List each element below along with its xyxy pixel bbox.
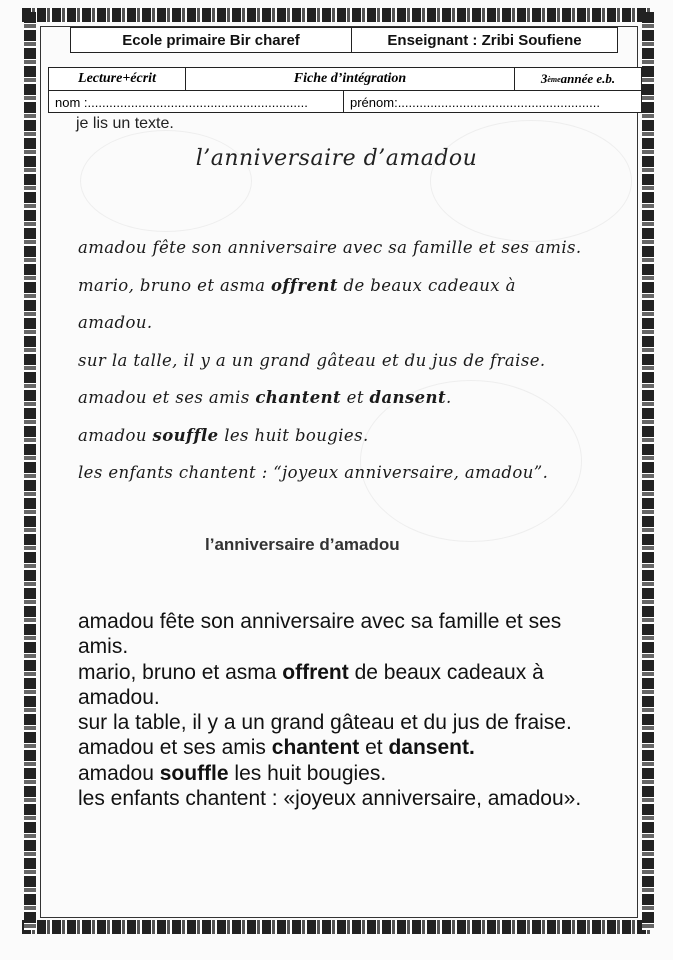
- text-span: de beaux cadeaux à: [337, 275, 516, 295]
- grade-label: 3 ème année e.b.: [540, 71, 616, 86]
- text-span: et: [341, 388, 370, 407]
- firstname-field[interactable]: prénom:........................................................: [350, 94, 600, 110]
- bold-word: dansent: [369, 388, 446, 407]
- sheet-info-table: [48, 67, 642, 113]
- decorative-border-bottom: [22, 920, 650, 934]
- text-span: amadou et ses amis: [78, 388, 256, 407]
- bold-word: offrent: [282, 660, 349, 684]
- text-span: mario, bruno et asma: [78, 275, 272, 295]
- text-line: [78, 234, 638, 272]
- text-span: amadou fête son anniversaire avec sa famille et ses amis.: [78, 610, 562, 659]
- cursive-text: [78, 234, 638, 497]
- text-span: amadou.: [78, 313, 153, 332]
- text-span: de beaux cadeaux à amadou.: [78, 660, 544, 709]
- text-line: [78, 459, 638, 497]
- text-line: [78, 786, 598, 811]
- text-span: .: [445, 388, 452, 407]
- text-line: [78, 710, 598, 735]
- bold-word: souffle: [152, 425, 219, 445]
- text-span: les huit bougies.: [218, 425, 369, 445]
- text-line: [78, 309, 638, 347]
- text-span: amadou: [78, 761, 160, 785]
- text-span: les huit bougies.: [228, 761, 387, 785]
- text-span: mario, bruno et asma: [78, 660, 283, 684]
- text-line: [78, 272, 638, 310]
- text-span: et: [359, 736, 389, 760]
- print-text: [78, 609, 598, 811]
- bold-word: chantent: [271, 736, 360, 760]
- instruction-text: je lis un texte.: [76, 115, 174, 132]
- bold-word: dansent.: [388, 736, 475, 760]
- text-line: [78, 735, 598, 760]
- bold-word: offrent: [271, 275, 338, 295]
- text-line: [78, 422, 638, 460]
- sheet-type-label: Fiche d’intégration: [186, 68, 515, 90]
- text-span: amadou et ses amis: [78, 736, 272, 760]
- text-span: sur la talle, il y a un grand gâteau et du jus de fraise.: [78, 350, 546, 370]
- text-span: les enfants chantent : «joyeux anniversaire, amadou».: [78, 787, 582, 811]
- text-line: [78, 761, 598, 786]
- faint-illustration: [430, 120, 632, 242]
- text-span: amadou fête son anniversaire avec sa famille et ses amis.: [78, 238, 582, 257]
- school-header: [70, 27, 618, 53]
- school-name: Ecole primaire Bir charef: [71, 28, 352, 52]
- text-span: sur la table, il y a un grand gâteau et du jus de fraise.: [78, 711, 572, 735]
- cursive-title: l’anniversaire d’amadou: [195, 146, 478, 171]
- decorative-border-top: [22, 8, 650, 22]
- text-line: [78, 609, 598, 660]
- text-span: amadou: [78, 425, 153, 445]
- text-line: [78, 384, 638, 422]
- name-field[interactable]: nom :.............................................................: [49, 91, 344, 113]
- bold-word: chantent: [255, 388, 342, 407]
- text-span: les enfants chantent : “joyeux anniversaire, amadou”.: [78, 463, 549, 482]
- subject-label: Lecture+écrit: [49, 68, 186, 90]
- text-line: [78, 660, 598, 711]
- print-title: l’anniversaire d’amadou: [205, 535, 400, 554]
- teacher-name: Enseignant : Zribi Soufiene: [387, 31, 582, 49]
- text-line: [78, 347, 638, 385]
- bold-word: souffle: [159, 761, 229, 785]
